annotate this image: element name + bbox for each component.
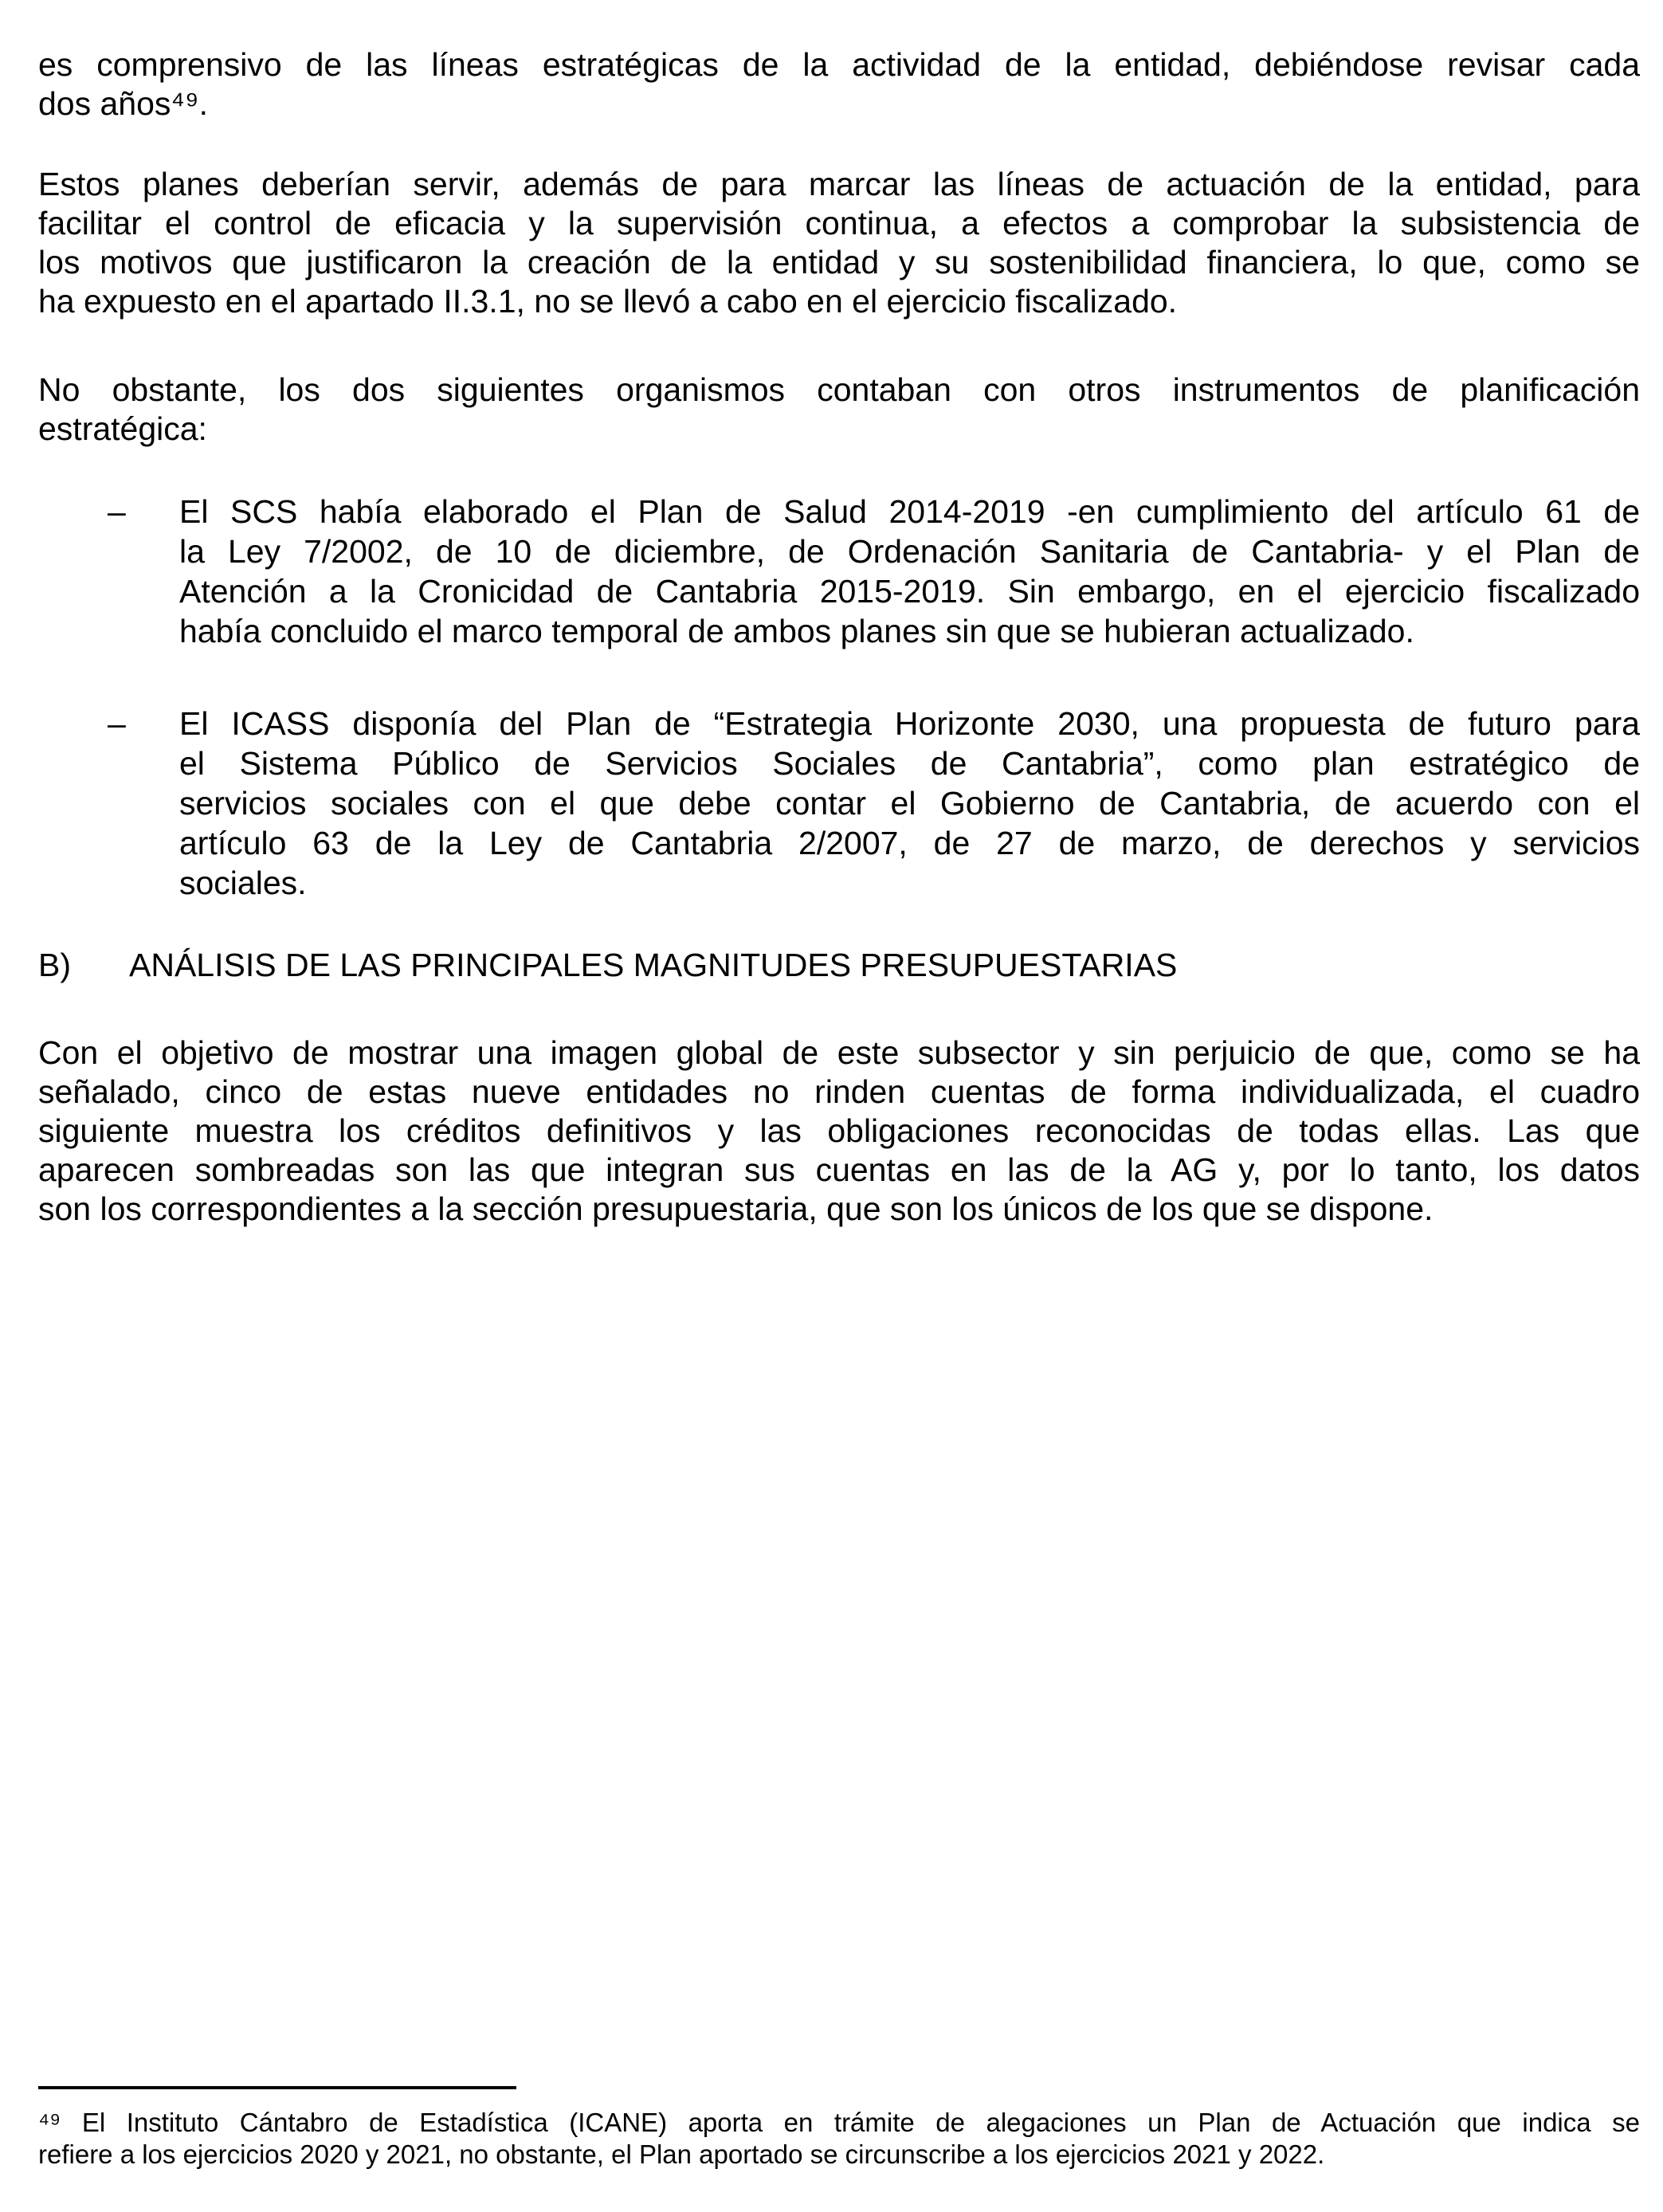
text-line: refiere a los ejercicios 2020 y 2021, no obstante, el Plan aportado se circunscribe a los ejercicios 2021 y 2022. (38, 2139, 1325, 2169)
bullet-item-scs (38, 492, 1640, 651)
text-line: los motivos que justificaron la creación de la entidad y su sostenibilidad financiera, lo que, como se (38, 244, 1640, 280)
text-line: son los correspondientes a la sección presupuestaria, que son los únicos de los que se dispone. (38, 1190, 1434, 1227)
text-line: ha expuesto en el apartado II.3.1, no se llevó a cabo en el ejercicio fiscalizado. (38, 283, 1178, 320)
text-line: artículo 63 de la Ley de Cantabria 2/2007, de 27 de marzo, de derechos y servicios (179, 825, 1640, 861)
bullet-text-icass (179, 704, 1640, 903)
text-line: El SCS había elaborado el Plan de Salud 2014-2019 -en cumplimiento del artículo 61 de (179, 493, 1640, 530)
footnote-separator (38, 2086, 516, 2089)
text-line: servicios sociales con el que debe contar el Gobierno de Cantabria, de acuerdo con el (179, 785, 1640, 822)
text-line: es comprensivo de las líneas estratégicas de la actividad de la entidad, debiéndose revisar cada (38, 46, 1640, 83)
bullet-text-scs (179, 492, 1640, 651)
text-line: sociales. (179, 865, 307, 901)
text-line: la Ley 7/2002, de 10 de diciembre, de Ordenación Sanitaria de Cantabria- y el Plan de (179, 533, 1640, 570)
paragraph-estos-planes (38, 165, 1640, 321)
text-line: facilitar el control de eficacia y la supervisión continua, a efectos a comprobar la subsistencia de (38, 205, 1640, 241)
bullet-item-icass (38, 704, 1640, 903)
text-line: siguiente muestra los créditos definitivos y las obligaciones reconocidas de todas ellas. Las que (38, 1112, 1640, 1149)
text-line: Atención a la Cronicidad de Cantabria 2015-2019. Sin embargo, en el ejercicio fiscalizado (179, 573, 1640, 610)
paragraph-magnitudes (38, 1033, 1640, 1229)
section-heading-label: B) (38, 947, 71, 983)
text-line: había concluido el marco temporal de ambos planes sin que se hubieran actualizado. (179, 613, 1414, 649)
text-line: el Sistema Público de Servicios Sociales de Cantabria”, como plan estratégico de (179, 745, 1640, 782)
bullet-dash: – (108, 493, 126, 530)
section-heading-title: ANÁLISIS DE LAS PRINCIPALES MAGNITUDES PRESUPUESTARIAS (129, 947, 1178, 983)
text-line: Con el objetivo de mostrar una imagen global de este subsector y sin perjuicio de que, como se ha (38, 1034, 1640, 1071)
text-line: El ICASS disponía del Plan de “Estrategia Horizonte 2030, una propuesta de futuro para (179, 705, 1640, 742)
text-line: ⁴⁹ El Instituto Cántabro de Estadística (ICANE) aporta en trámite de alegaciones un Plan de Actuación que indica se (38, 2108, 1640, 2137)
paragraph-no-obstante (38, 371, 1640, 449)
text-line: aparecen sombreadas son las que integran sus cuentas en las de la AG y, por lo tanto, los datos (38, 1151, 1640, 1188)
text-line: dos años⁴⁹. (38, 85, 208, 122)
paragraph-lineas-estrategicas (38, 45, 1640, 124)
bullet-dash: – (108, 705, 126, 742)
text-line: señalado, cinco de estas nueve entidades no rinden cuentas de forma individualizada, el cuadro (38, 1073, 1640, 1110)
text-line: estratégica: (38, 410, 207, 447)
text-line: Estos planes deberían servir, además de para marcar las líneas de actuación de la entidad, para (38, 166, 1640, 202)
section-heading-b (38, 946, 1640, 985)
footnote-49 (38, 2107, 1640, 2171)
text-line: No obstante, los dos siguientes organismos contaban con otros instrumentos de planificación (38, 371, 1640, 408)
